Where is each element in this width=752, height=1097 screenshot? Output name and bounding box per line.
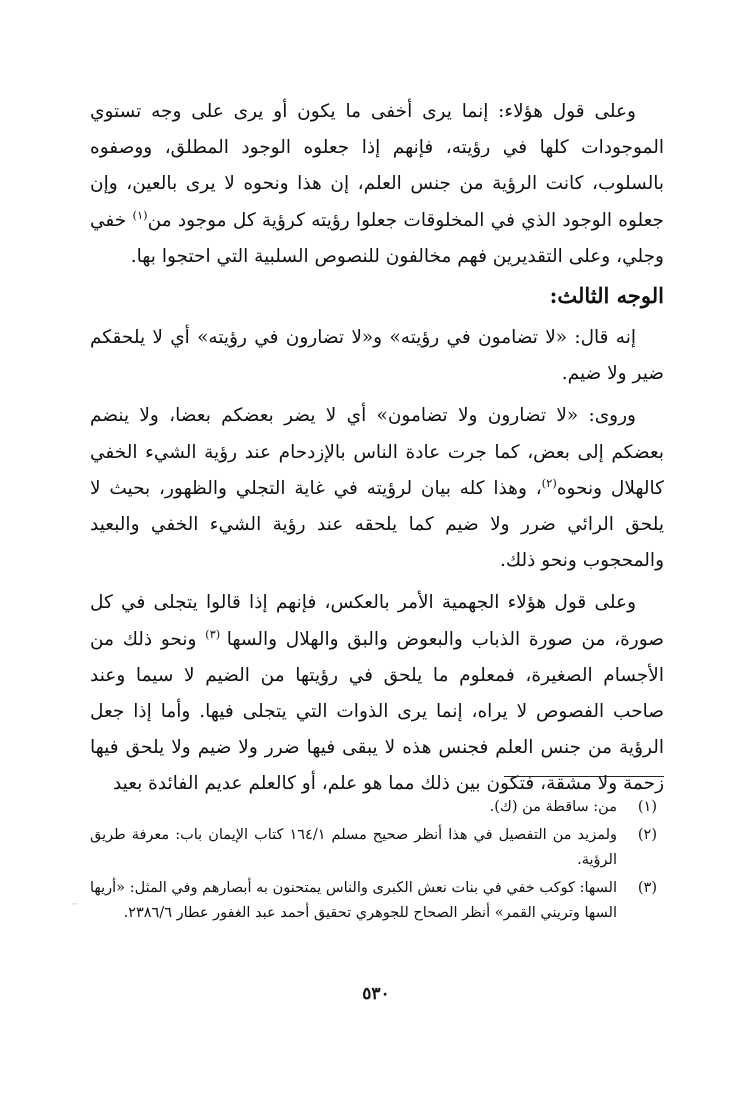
footnote-divider (504, 776, 664, 777)
footnote-text: من: ساقطة من (ك). (489, 799, 617, 815)
margin-mark: ·· (72, 900, 78, 910)
footnote-item (90, 823, 657, 873)
paragraph-4 (90, 585, 664, 802)
paragraph-3-text-b: ، وهذا كله بيان لرؤيته في غاية التجلي والظهور، بحيث لا يلحق الرائي ضرر ولا ضيم كما يلحقه عند رؤية الشيء الخفي والبعيد والمحجوب ونحو ذلك. (90, 477, 664, 572)
footnote-number: (٣) (637, 880, 657, 896)
footnote-item (90, 876, 657, 926)
paragraph-2 (90, 320, 664, 392)
section-heading: الوجه الثالث: (549, 283, 664, 309)
footnote-ref-2: (٢) (541, 475, 557, 490)
paragraph-2-text: إنه قال: «لا تضامون في رؤيته» و«لا تضارون في رؤيته» أي لا يلحقكم ضير ولا ضيم. (90, 327, 664, 385)
footnote-ref-3: (٣) (205, 626, 227, 641)
page-number: ٥٣٠ (362, 984, 390, 1004)
main-text (90, 94, 664, 803)
paragraph-1-text-b: خفي وجلي، وعلى التقديرين فهم مخالفون للنصوص السلبية التي احتجوا بها. (90, 209, 664, 267)
footnotes (90, 795, 657, 929)
paragraph-3-text-a: وروى: «لا تضارون ولا تضامون» أي لا يضر بعضكم بعضا، ولا ينضم بعضكم إلى بعض، كما جرت عادة الناس بالإزدحام عند رؤية الشيء الخفي كالهلال ونحوه (90, 405, 664, 499)
footnote-number: (١) (637, 799, 657, 815)
paragraph-4-text-b: ونحو ذلك من الأجسام الصغيرة، فمعلوم ما يلحق في رؤيتها من الضيم لا سيما وعند صاحب الفصوص لا يراه، إنما يرى الذوات التي يتجلى فيها. وأما إذا جعل الرؤية من جنس العلم فجنس هذه لا يبقى فيها ضرر ولا ضيم ولا يلحق فيها زحمة ولا مشقة، فتكون بين ذلك مما هو علم، أو كالعلم عديم الفائدة بعيد (90, 628, 664, 795)
footnote-item (90, 795, 657, 820)
paragraph-1-text-a: وعلى قول هؤلاء: إنما يرى أخفى ما يكون أو يرى على وجه تستوي الموجودات كلها في رؤيته، فإنهم إذا جعلوه الوجود المطلق، ووصفوه بالسلوب، كانت الرؤية من جنس العلم، إن هذا ونحوه لا يرى بالعين، وإن جعلوه الوجود الذي في المخلوقات جعلوا رؤيته كرؤية كل موجود من (90, 101, 664, 231)
footnote-ref-1: (١) (132, 207, 148, 222)
paragraph-1 (90, 94, 664, 275)
paragraph-3 (90, 398, 664, 579)
footnote-text: ولمزيد من التفصيل في هذا أنظر صحيح مسلم ١٦٤/١ كتاب الإيمان باب: معرفة طريق الرؤية. (90, 827, 617, 868)
footnote-text: السها: كوكب خفي في بنات نعش الكبرى والناس يمتحنون به أبصارهم وفي المثل: «أريها السها وتريني القمر» أنظر الصحاح للجوهري تحقيق أحمد عبد الغفور عطار ٢٣٨٦/٦. (90, 880, 617, 921)
footnote-number: (٢) (637, 827, 657, 843)
paragraph-4-text-a: وعلى قول هؤلاء الجهمية الأمر بالعكس، فإنهم إذا قالوا يتجلى في كل صورة، من صورة الذباب والبعوض والبق والهلال والسها (90, 592, 665, 650)
